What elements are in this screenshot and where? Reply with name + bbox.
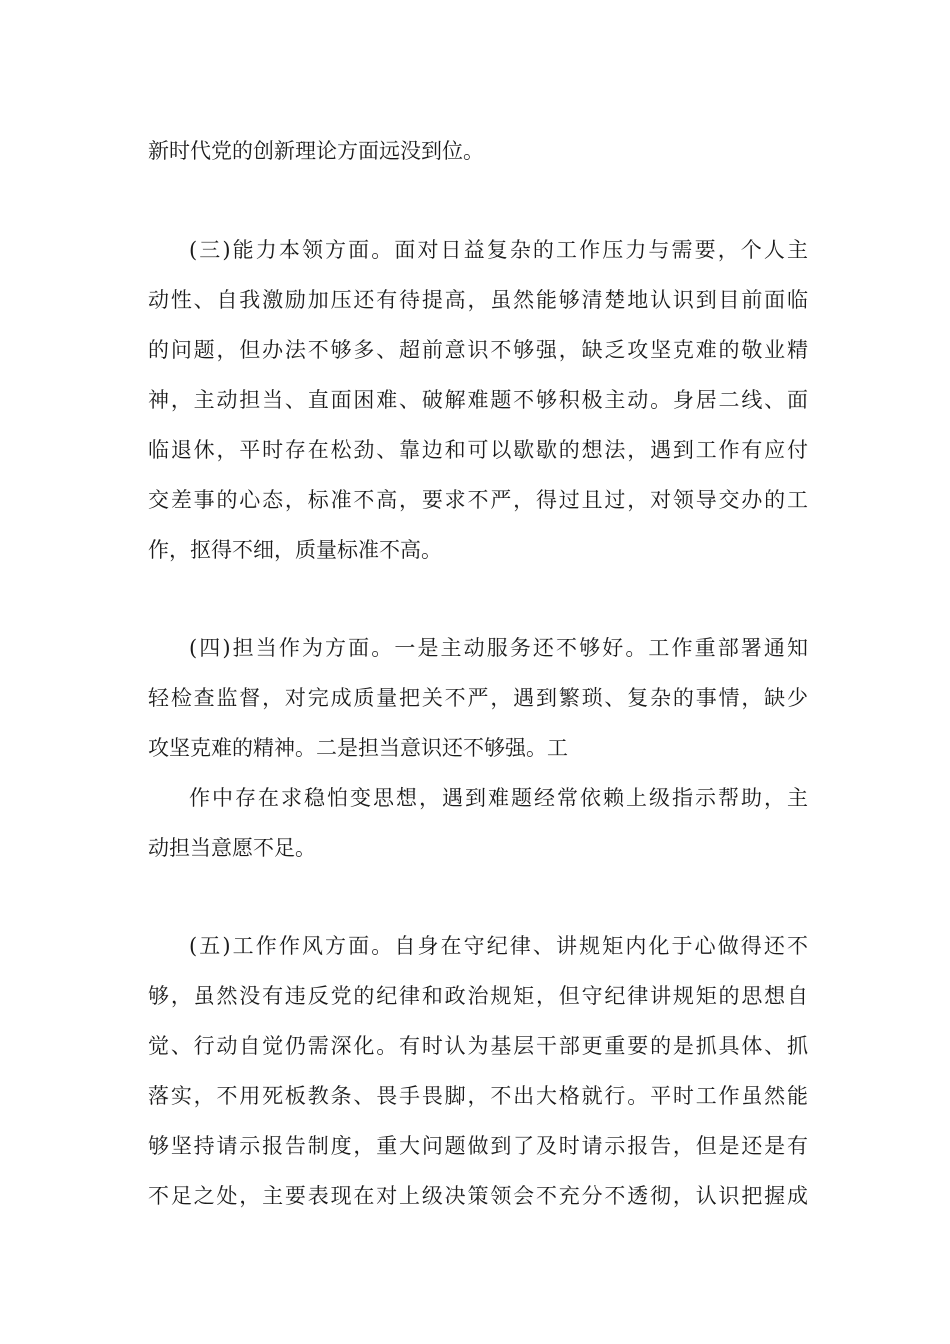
text-line: 不足之处，主要表现在对上级决策领会不充分不透彻，认识把握成	[148, 1184, 808, 1208]
text-line: 神，主动担当、直面困难、破解难题不够积极主动。身居二线、面	[148, 388, 808, 412]
text-line: 交差事的心态，标准不高，要求不严，得过且过，对领导交办的工	[148, 488, 808, 512]
text-line: 的问题，但办法不够多、超前意识不够强，缺乏攻坚克难的敬业精	[148, 338, 808, 362]
text-line: 临退休，平时存在松劲、靠边和可以歇歇的想法，遇到工作有应付	[148, 438, 808, 462]
text-line: 作中存在求稳怕变思想，遇到难题经常依赖上级指示帮助，主	[189, 786, 808, 810]
text-line: 觉、行动自觉仍需深化。有时认为基层干部更重要的是抓具体、抓	[148, 1034, 808, 1058]
text-line: 动担当意愿不足。	[148, 836, 316, 860]
paragraph-4-heading-line: (四)担当作为方面。一是主动服务还不够好。工作重部署通知	[189, 636, 808, 660]
text-line: 新时代党的创新理论方面远没到位。	[148, 139, 484, 163]
text-line: 动性、自我激励加压还有待提高，虽然能够清楚地认识到目前面临	[148, 288, 808, 312]
text-line: 轻检查监督，对完成质量把关不严，遇到繁琐、复杂的事情，缺少	[148, 686, 808, 710]
text-line: 够坚持请示报告制度，重大问题做到了及时请示报告，但是还是有	[148, 1134, 808, 1158]
paragraph-5-heading-line: (五)工作作风方面。自身在守纪律、讲规矩内化于心做得还不	[189, 934, 808, 958]
text-line: 作，抠得不细，质量标准不高。	[148, 538, 442, 562]
text-line: 够，虽然没有违反党的纪律和政治规矩，但守纪律讲规矩的思想自	[148, 984, 808, 1008]
text-line: 落实，不用死板教条、畏手畏脚，不出大格就行。平时工作虽然能	[148, 1084, 808, 1108]
paragraph-3-heading-line: (三)能力本领方面。面对日益复杂的工作压力与需要，个人主	[189, 238, 808, 262]
text-line: 攻坚克难的精神。二是担当意识还不够强。工	[148, 736, 568, 760]
